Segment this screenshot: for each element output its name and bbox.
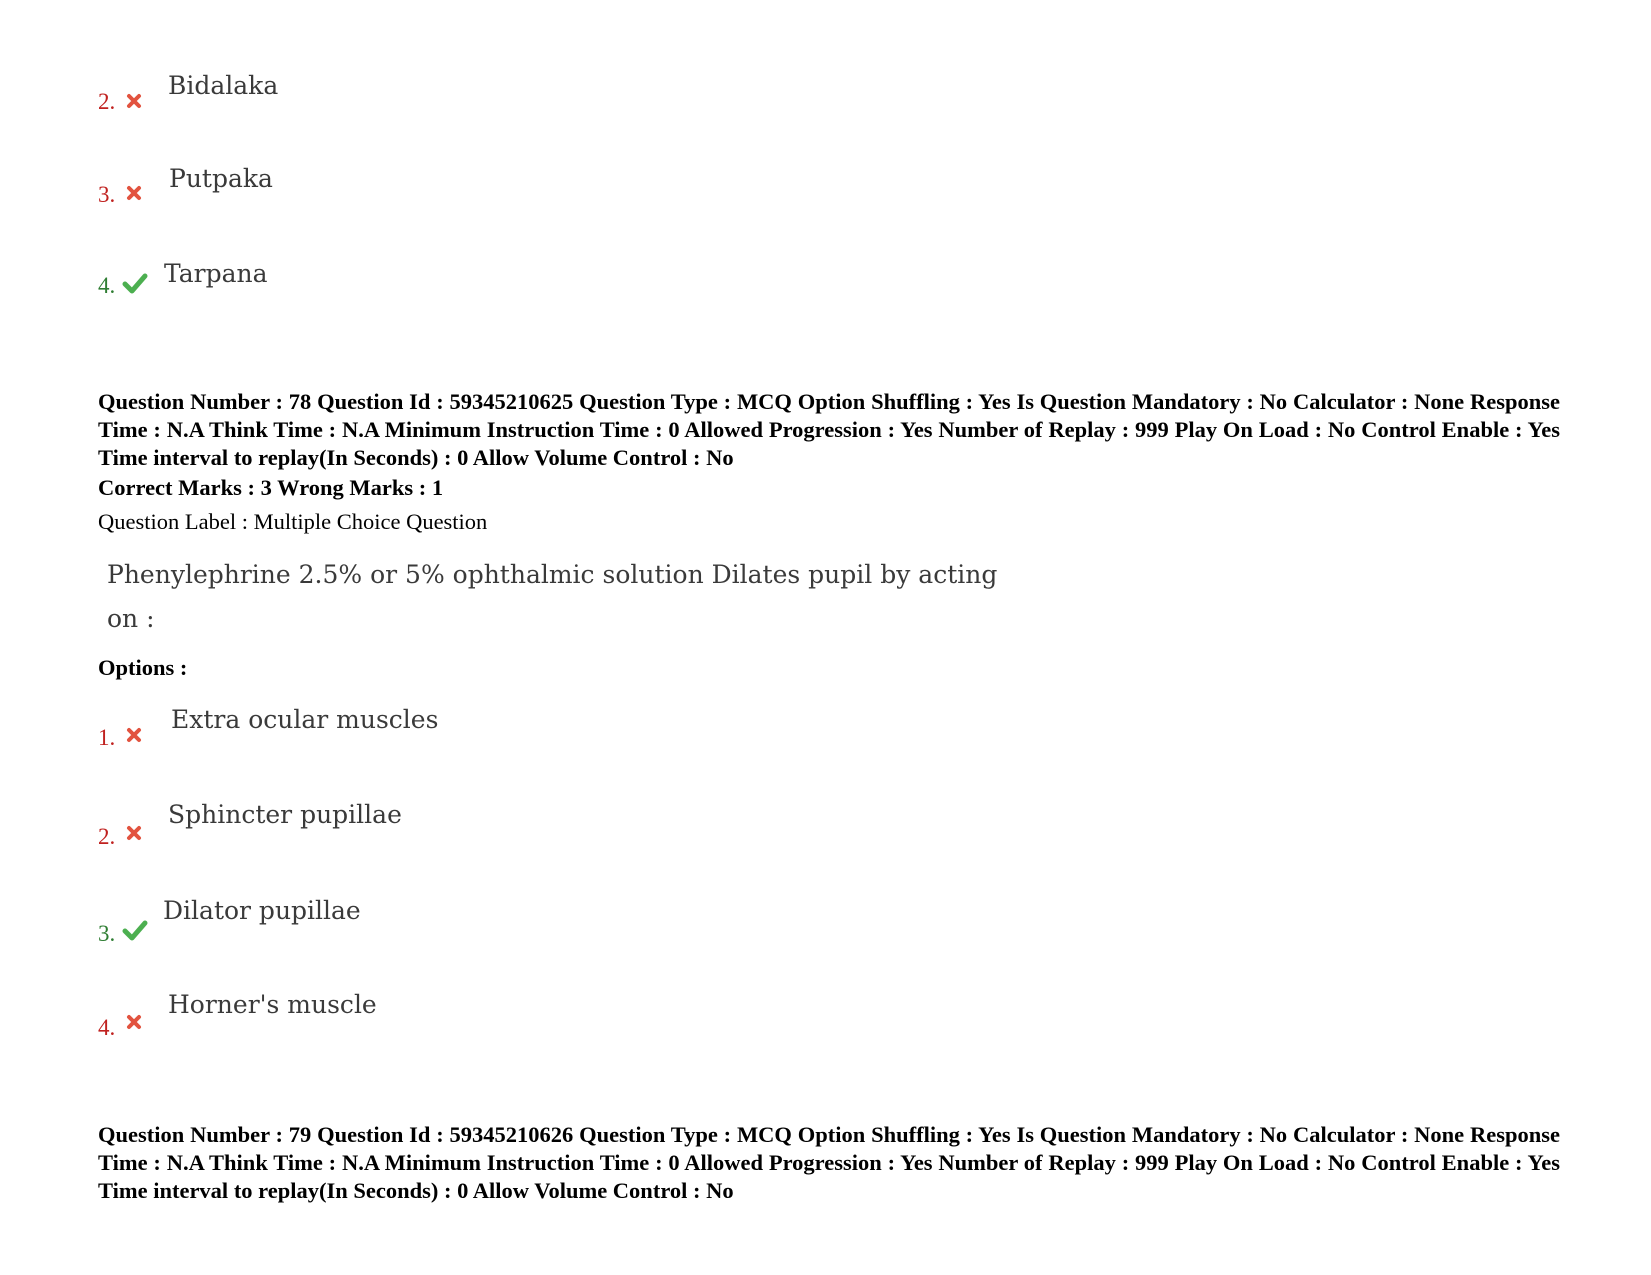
option-number: 2. xyxy=(98,824,116,849)
option-text: Bidalaka xyxy=(168,71,279,100)
question-meta: Question Number : 78 Question Id : 59345210625 Question Type : MCQ Option Shuffling : Yes Is Question Mandatory : No Calculator : None Response Time : N.A Think Time : N.A Minimum Instruction Time : 0 Allowed Progression : Yes Number of Replay : 999 Play On Load : No Control Enable : Yes Time interval to replay(In Seconds) : 0 Allow Volume Control : No xyxy=(98,389,1560,470)
option-number: 1. xyxy=(98,725,116,750)
marks-info: Correct Marks : 3 Wrong Marks : 1 xyxy=(98,475,444,500)
option-number: 4. xyxy=(98,1015,116,1040)
option-text: Putpaka xyxy=(169,164,273,193)
option-text: Horner's muscle xyxy=(168,990,377,1019)
question-meta: Question Number : 79 Question Id : 59345210626 Question Type : MCQ Option Shuffling : Yes Is Question Mandatory : No Calculator : None Response Time : N.A Think Time : N.A Minimum Instruction Time : 0 Allowed Progression : Yes Number of Replay : 999 Play On Load : No Control Enable : Yes Time interval to replay(In Seconds) : 0 Allow Volume Control : No xyxy=(98,1122,1560,1203)
option-number: 2. xyxy=(98,89,116,114)
option-number: 3. xyxy=(98,921,116,946)
option-text: Tarpana xyxy=(164,259,268,288)
option-number: 3. xyxy=(98,182,116,207)
check-icon xyxy=(122,272,148,294)
cross-icon xyxy=(126,93,142,109)
options-heading: Options : xyxy=(98,655,188,680)
cross-icon xyxy=(126,185,142,201)
cross-icon xyxy=(126,825,142,841)
option-text: Dilator pupillae xyxy=(163,896,361,925)
option-text: Extra ocular muscles xyxy=(171,705,439,734)
question-text: Phenylephrine 2.5% or 5% ophthalmic solution Dilates pupil by acting on : xyxy=(107,560,998,633)
option-text: Sphincter pupillae xyxy=(168,800,402,829)
question-label: Question Label : Multiple Choice Question xyxy=(98,509,488,534)
check-icon xyxy=(122,919,148,941)
option-number: 4. xyxy=(98,273,116,298)
cross-icon xyxy=(126,1014,142,1030)
cross-icon xyxy=(126,727,142,743)
